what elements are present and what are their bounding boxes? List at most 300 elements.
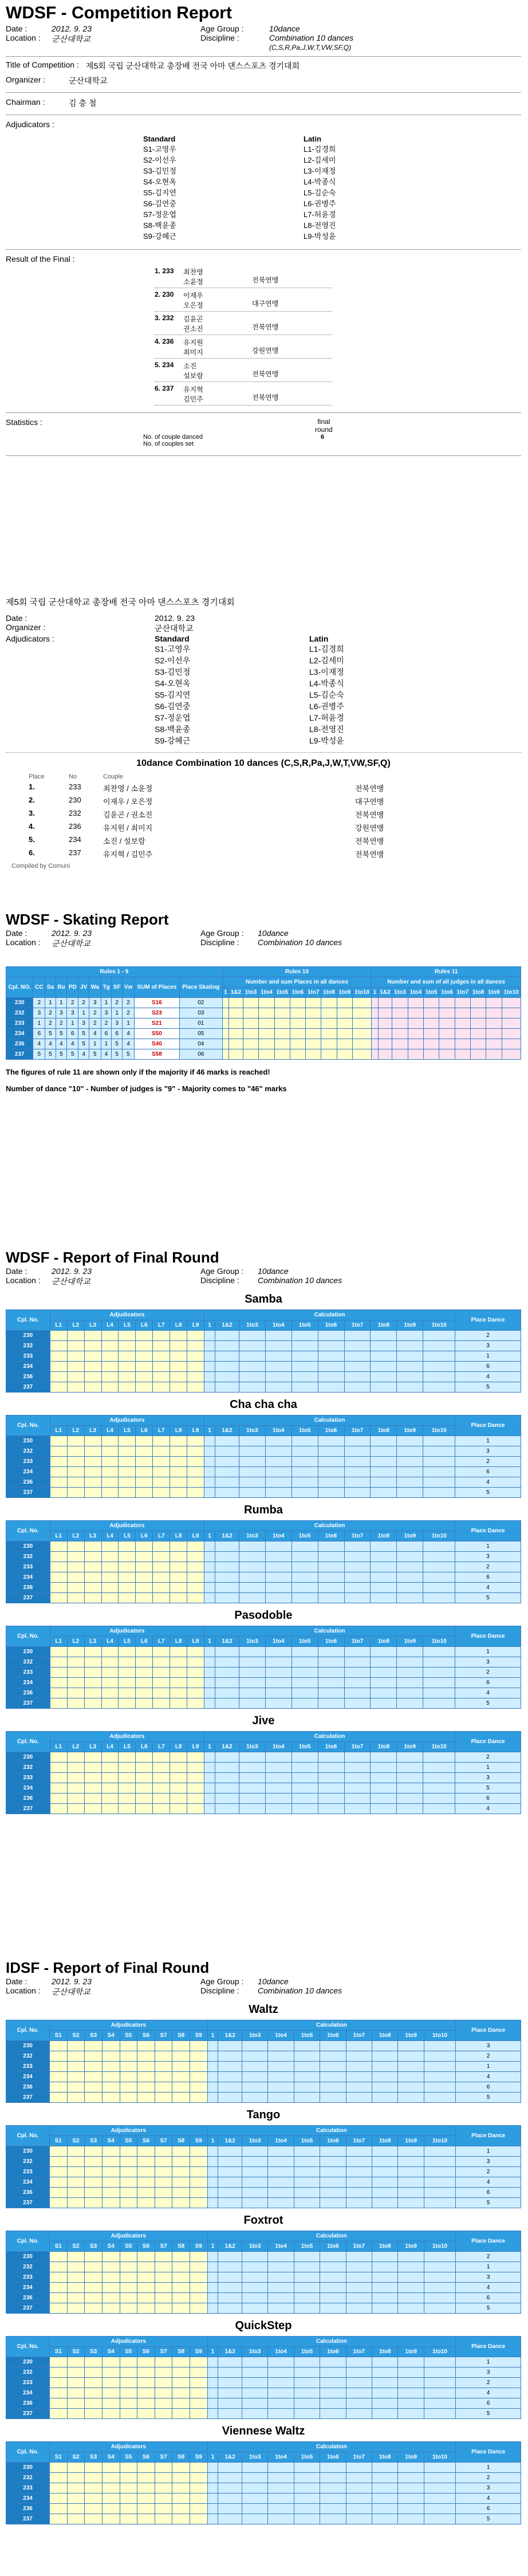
calc-cell: [320, 2473, 346, 2483]
calc-cell: [344, 1562, 371, 1572]
place-dance: 5: [456, 2514, 521, 2524]
calc-cell: [291, 1572, 318, 1583]
calc-cell: [346, 2357, 372, 2367]
judge-mark: [190, 2463, 208, 2473]
rule11-cell: [424, 1018, 439, 1029]
calc-cell: [215, 1362, 239, 1372]
calc-cell: [346, 2062, 372, 2072]
judge-header: S2: [67, 2136, 85, 2146]
calc-cell: [291, 1446, 318, 1457]
calc-cell: [215, 1763, 239, 1773]
judge-mark: [85, 2072, 103, 2082]
calc-cell: [397, 1457, 423, 1467]
calc-header: 1&2: [378, 988, 392, 998]
standard-dance-tables: [6, 2003, 521, 2524]
calc-cell: [371, 1467, 397, 1477]
calc-cell: [423, 1667, 455, 1678]
calc-cell: [294, 2357, 320, 2367]
judge-mark: [187, 1331, 204, 1341]
adjudicators-header: Adjudicators: [50, 1415, 204, 1426]
dance-row: [6, 2357, 521, 2367]
judge-mark: [50, 1372, 67, 1382]
calc-cell: [318, 1488, 344, 1498]
judge-mark: [137, 2072, 155, 2082]
calc-cell: [294, 2146, 320, 2157]
calc-cell: [268, 2262, 294, 2272]
summary-report: 제5회 국립 군산대학교 총장배 전국 아마 댄스스포츠 경기대회 Date : 2012. 9. 23 Organizer : 군산대학교 Adjudicators : Standard S1-고영우 S2-이선우 S3-김민정 S4-오현옥 S5-김지연 S6-김연중 S7-정운엽 S8-백윤종 S9-강혜근 Latin L1-김경희 L2-김세미 L3-이재정 L4-박종식 L5-김순숙 L6-권병주 L7-허윤경 L8-전영진 L9-박성윤 10dance Combination 10 dances (C,S,R,Pa,J,W,T,VW,SF,Q) Place No Couple 1. 233 최찬영 / 소윤정 전북연맹 2. 230 이재우 / 오은정 대구연맹 3. 232 김윤곤 / 권소진 전북연맹 4. 236 유지원 / 최미지 강원연맹 5. 234 소진 / 설보람 전북연맹 6. 237 유지혁 / 김민주 전북연맹 Compiled by Comuni: [6, 596, 521, 870]
calc-cell: [239, 1688, 265, 1698]
judge-mark: [137, 2504, 155, 2514]
judge-mark: [187, 1372, 204, 1382]
dance-place: 2: [45, 1008, 56, 1018]
judge-mark: [170, 1667, 187, 1678]
calc-cell: [294, 2082, 320, 2093]
place-dance: 4: [456, 2388, 521, 2398]
judge-header: S8: [172, 2031, 190, 2041]
summary-cell: 이재우 / 오은정: [103, 797, 153, 806]
calc-cell: [371, 1667, 397, 1678]
standard-adjudicator: S4-오현옥: [143, 178, 176, 186]
judge-mark: [102, 2409, 120, 2419]
judge-mark: [50, 1773, 67, 1783]
judge-mark: [155, 2463, 172, 2473]
rule10-cell: [352, 998, 371, 1008]
judge-mark: [67, 2252, 85, 2262]
calc-cell: [372, 2494, 398, 2504]
dance-row: [6, 1804, 521, 1814]
place-dance: 5: [456, 2409, 521, 2419]
calc-cell: [424, 2146, 455, 2157]
judge-header: S7: [155, 2347, 172, 2357]
calc-header: 1to8: [372, 2241, 398, 2252]
judge-mark: [102, 2483, 120, 2494]
judge-mark: [50, 1804, 67, 1814]
dance-name: Samba: [245, 1293, 282, 1305]
judge-mark: [84, 1667, 101, 1678]
judge-mark: [190, 2272, 208, 2283]
judge-mark: [190, 2483, 208, 2494]
judge-mark: [50, 2146, 68, 2157]
judge-mark: [67, 1763, 84, 1773]
calc-cell: [265, 1341, 291, 1351]
judge-mark: [172, 2514, 190, 2524]
rule10-cell: [243, 1039, 258, 1049]
calc-cell: [268, 2041, 294, 2051]
couple-no: 230: [6, 2041, 50, 2051]
dance-place: 2: [89, 1018, 101, 1029]
judge-mark: [136, 1341, 153, 1351]
couple-no: 234: [6, 2494, 50, 2504]
calc-cell: [423, 1477, 455, 1488]
judge-mark: [84, 1783, 101, 1794]
judge-mark: [190, 2062, 208, 2072]
judge-mark: [155, 2367, 172, 2378]
judge-mark: [153, 1752, 170, 1763]
calc-cell: [424, 2514, 455, 2524]
judge-header: S6: [137, 2241, 155, 2252]
judge-mark: [85, 2367, 103, 2378]
judge-mark: [102, 2198, 120, 2208]
judge-mark: [50, 1351, 67, 1362]
judge-header: L2: [67, 1742, 84, 1752]
calc-cell: [204, 1688, 215, 1698]
calc-header: 1to3: [239, 1531, 265, 1541]
judge-mark: [120, 2198, 137, 2208]
calc-cell: [294, 2303, 320, 2314]
judge-mark: [50, 1382, 67, 1393]
calc-cell: [265, 1562, 291, 1572]
calc-cell: [207, 2146, 218, 2157]
judge-header: L9: [187, 1531, 204, 1541]
calc-cell: [268, 2272, 294, 2283]
judge-mark: [84, 1436, 101, 1446]
calc-header: 1to10: [423, 1426, 455, 1436]
calc-cell: [291, 1562, 318, 1572]
place-dance-header: Place Dance: [455, 1310, 521, 1331]
judge-mark: [187, 1647, 204, 1657]
calc-cell: [397, 1362, 423, 1372]
result-name: 최미지: [183, 348, 203, 356]
calc-cell: [265, 1773, 291, 1783]
calc-cell: [218, 2188, 242, 2198]
judge-mark: [137, 2262, 155, 2272]
result-couple: [183, 384, 252, 404]
calc-cell: [268, 2283, 294, 2293]
judge-mark: [84, 1372, 101, 1382]
adjudicators-header: Adjudicators: [50, 1732, 204, 1742]
judge-mark: [85, 2378, 103, 2388]
judge-header: L8: [170, 1742, 187, 1752]
rule11-cell: [392, 998, 408, 1008]
rule11-cell: [486, 1008, 502, 1018]
calc-cell: [204, 1362, 215, 1372]
dance-header: JV: [78, 977, 89, 998]
place-dance: 5: [455, 1593, 521, 1603]
calc-header: 1: [207, 2031, 218, 2041]
judge-mark: [172, 2051, 190, 2062]
latin-adjudicator: L8-전영진: [304, 221, 336, 230]
rule10-cell: [306, 1029, 321, 1039]
calc-cell: [398, 2082, 424, 2093]
dance-place: 2: [78, 998, 89, 1008]
judge-mark: [153, 1688, 170, 1698]
skating-title: WDSF - Skating Report: [6, 911, 169, 928]
calc-cell: [291, 1583, 318, 1593]
judge-mark: [187, 1804, 204, 1814]
calc-cell: [239, 1583, 265, 1593]
calc-cell: [372, 2409, 398, 2419]
calc-cell: [346, 2041, 372, 2051]
judge-mark: [120, 2041, 137, 2051]
judge-mark: [172, 2388, 190, 2398]
judge-mark: [50, 2357, 68, 2367]
calc-cell: [372, 2357, 398, 2367]
dance-row: [6, 1773, 521, 1783]
calc-cell: [423, 1698, 455, 1709]
calc-cell: [291, 1593, 318, 1603]
judge-mark: [102, 2463, 120, 2473]
place-dance: 2: [455, 1457, 521, 1467]
calc-header: 1&2: [228, 988, 243, 998]
judge-mark: [170, 1572, 187, 1583]
calc-cell: [423, 1351, 455, 1362]
calc-header: 1to5: [424, 988, 439, 998]
judge-mark: [153, 1362, 170, 1372]
calc-cell: [344, 1647, 371, 1657]
calc-cell: [372, 2198, 398, 2208]
calc-cell: [239, 1572, 265, 1583]
judge-mark: [155, 2146, 172, 2157]
calc-header: 1&2: [215, 1637, 239, 1647]
judge-header: S6: [137, 2347, 155, 2357]
rule11-cell: [470, 1039, 486, 1049]
calc-cell: [242, 2188, 267, 2198]
skating-place: 01: [179, 1018, 222, 1029]
calc-cell: [398, 2494, 424, 2504]
rule11-cell: [372, 1049, 378, 1060]
calc-cell: [423, 1467, 455, 1477]
calculation-header: Calculation: [207, 2231, 456, 2241]
judge-mark: [101, 1436, 119, 1446]
judge-mark: [50, 1541, 67, 1552]
calc-cell: [239, 1794, 265, 1804]
judge-mark: [155, 2504, 172, 2514]
calc-cell: [346, 2283, 372, 2293]
judge-mark: [153, 1657, 170, 1667]
judge-mark: [120, 2357, 137, 2367]
judge-mark: [136, 1488, 153, 1498]
calc-cell: [215, 1593, 239, 1603]
judge-mark: [190, 2041, 208, 2051]
calc-cell: [294, 2157, 320, 2167]
judge-mark: [67, 1752, 84, 1763]
rule10-cell: [290, 1039, 305, 1049]
judge-header: S9: [190, 2136, 208, 2146]
calc-cell: [346, 2262, 372, 2272]
judge-mark: [84, 1541, 101, 1552]
judge-mark: [102, 2157, 120, 2167]
dance-table: [6, 2336, 521, 2419]
judge-mark: [50, 1688, 67, 1698]
calc-cell: [371, 1331, 397, 1341]
summary-cell: 전북연맹: [355, 850, 384, 859]
judge-mark: [136, 1647, 153, 1657]
judge-header: S5: [120, 2452, 137, 2463]
judge-header: S1: [50, 2136, 68, 2146]
dance-place: 3: [33, 1008, 45, 1018]
judge-mark: [119, 1552, 136, 1562]
judge-header: S2: [67, 2452, 85, 2463]
calc-cell: [268, 2072, 294, 2082]
standard-adjudicator: S1-고영우: [143, 145, 176, 154]
adjudicators-header: Adjudicators: [50, 1310, 204, 1320]
calc-header: 1to6: [320, 2452, 346, 2463]
judge-mark: [170, 1488, 187, 1498]
calc-cell: [268, 2293, 294, 2303]
judge-mark: [155, 2357, 172, 2367]
judge-mark: [50, 2283, 68, 2293]
rule11-cell: [439, 998, 455, 1008]
rule11-cell: [408, 1049, 423, 1060]
calc-cell: [320, 2388, 346, 2398]
judge-mark: [101, 1362, 119, 1372]
final-std-title: IDSF - Report of Final Round: [6, 1959, 210, 1976]
calc-cell: [397, 1552, 423, 1562]
judge-mark: [155, 2293, 172, 2303]
calc-cell: [268, 2062, 294, 2072]
dance-place: 6: [67, 1029, 78, 1039]
judge-mark: [102, 2303, 120, 2314]
judge-mark: [187, 1783, 204, 1794]
skating-row: [6, 1018, 521, 1029]
rule11-cell: [372, 1039, 378, 1049]
judge-mark: [136, 1382, 153, 1393]
rule11-cell: [378, 1049, 392, 1060]
standard-adjudicator: S4-오현옥: [155, 679, 191, 688]
couple-no: 236: [6, 1794, 50, 1804]
judge-mark: [101, 1457, 119, 1467]
calc-cell: [423, 1436, 455, 1446]
judge-mark: [67, 2167, 85, 2177]
calc-cell: [397, 1583, 423, 1593]
calc-cell: [424, 2494, 455, 2504]
judge-header: L3: [84, 1742, 101, 1752]
adjudicators-label: Adjudicators :: [6, 120, 54, 129]
skating-note-2: Number of dance "10" - Number of judges is "9" - Majority comes to "46" marks: [6, 1084, 287, 1093]
rule10-cell: [290, 1008, 305, 1018]
calc-cell: [207, 2398, 218, 2409]
summary-cell: 236: [69, 822, 81, 831]
calc-cell: [265, 1382, 291, 1393]
calc-cell: [320, 2072, 346, 2082]
judge-mark: [136, 1331, 153, 1341]
calc-cell: [346, 2167, 372, 2177]
calc-cell: [398, 2072, 424, 2082]
calc-cell: [346, 2514, 372, 2524]
latin-adjudicator: L5-김순숙: [304, 188, 336, 197]
judge-mark: [102, 2473, 120, 2483]
judge-mark: [172, 2146, 190, 2157]
calc-cell: [344, 1488, 371, 1498]
judge-mark: [153, 1562, 170, 1572]
judge-mark: [153, 1698, 170, 1709]
couple-no: 236: [6, 1583, 50, 1593]
adjudicators-header: Adjudicators: [50, 2231, 208, 2241]
rule10-cell: [290, 1029, 305, 1039]
place-dance: 5: [455, 1382, 521, 1393]
calc-cell: [372, 2252, 398, 2262]
judge-mark: [50, 1593, 67, 1603]
judge-mark: [136, 1783, 153, 1794]
calc-cell: [318, 1467, 344, 1477]
calc-cell: [291, 1763, 318, 1773]
judge-mark: [85, 2483, 103, 2494]
calc-cell: [320, 2398, 346, 2409]
place-dance: 1: [456, 2463, 521, 2473]
calc-cell: [239, 1698, 265, 1709]
calc-cell: [218, 2082, 242, 2093]
rule10-cell: [259, 1049, 274, 1060]
calc-cell: [207, 2283, 218, 2293]
calc-header: 1to9: [397, 1742, 423, 1752]
calc-cell: [239, 1783, 265, 1794]
calc-cell: [318, 1341, 344, 1351]
judge-mark: [187, 1351, 204, 1362]
standard-adjudicator: S2-이선우: [155, 656, 191, 665]
judge-header: L4: [101, 1531, 119, 1541]
dance-row: [6, 2041, 521, 2051]
calc-header: 1: [204, 1742, 215, 1752]
couple-no: 232: [6, 1341, 50, 1351]
judge-header: S5: [120, 2241, 137, 2252]
result-club: 전북연맹: [252, 276, 279, 284]
judge-mark: [137, 2272, 155, 2283]
judge-mark: [137, 2367, 155, 2378]
calc-cell: [346, 2303, 372, 2314]
judge-mark: [136, 1541, 153, 1552]
calc-cell: [265, 1467, 291, 1477]
dance-table: [6, 1415, 521, 1498]
rule10-cell: [337, 1039, 352, 1049]
place-dance: 4: [455, 1688, 521, 1698]
judge-mark: [84, 1773, 101, 1783]
place-dance-header: Place Dance: [455, 1626, 521, 1647]
rule11-cell: [392, 1018, 408, 1029]
cpl-header: Cpl. No.: [6, 2337, 50, 2357]
summary-cell: 6.: [29, 848, 35, 857]
summary-cell: 2.: [29, 796, 35, 804]
calc-cell: [424, 2177, 455, 2188]
rule10-cell: [306, 1049, 321, 1060]
judge-mark: [187, 1382, 204, 1393]
calc-cell: [344, 1436, 371, 1446]
calc-cell: [346, 2293, 372, 2303]
latin-dance-tables: [6, 1293, 521, 1814]
judge-header: S9: [190, 2452, 208, 2463]
rule10-cell: [321, 1008, 337, 1018]
couple-no: 236: [6, 2188, 50, 2198]
date-label: Date :: [6, 24, 27, 33]
result-club: 대구연맹: [252, 300, 279, 308]
judge-mark: [67, 1477, 84, 1488]
rule11-cell: [439, 1049, 455, 1060]
calc-cell: [268, 2378, 294, 2388]
judge-mark: [50, 2303, 68, 2314]
dance-row: [6, 2072, 521, 2082]
latin-adjudicator: L6-권병주: [304, 199, 336, 208]
judge-header: S7: [155, 2241, 172, 2252]
calc-cell: [397, 1773, 423, 1783]
dance-row: [6, 2303, 521, 2314]
calc-cell: [397, 1351, 423, 1362]
judge-mark: [155, 2262, 172, 2272]
calc-cell: [318, 1647, 344, 1657]
couple-no: 232: [6, 2473, 50, 2483]
calc-cell: [218, 2367, 242, 2378]
calc-cell: [291, 1541, 318, 1552]
calc-cell: [218, 2409, 242, 2419]
judge-mark: [155, 2041, 172, 2051]
judge-mark: [155, 2082, 172, 2093]
summary-cell: 3.: [29, 809, 35, 817]
calc-cell: [423, 1647, 455, 1657]
judge-mark: [102, 2041, 120, 2051]
calc-cell: [398, 2252, 424, 2262]
judge-mark: [67, 1657, 84, 1667]
rule11-cell: [378, 1018, 392, 1029]
place-dance: 3: [455, 1657, 521, 1667]
judge-mark: [102, 2293, 120, 2303]
